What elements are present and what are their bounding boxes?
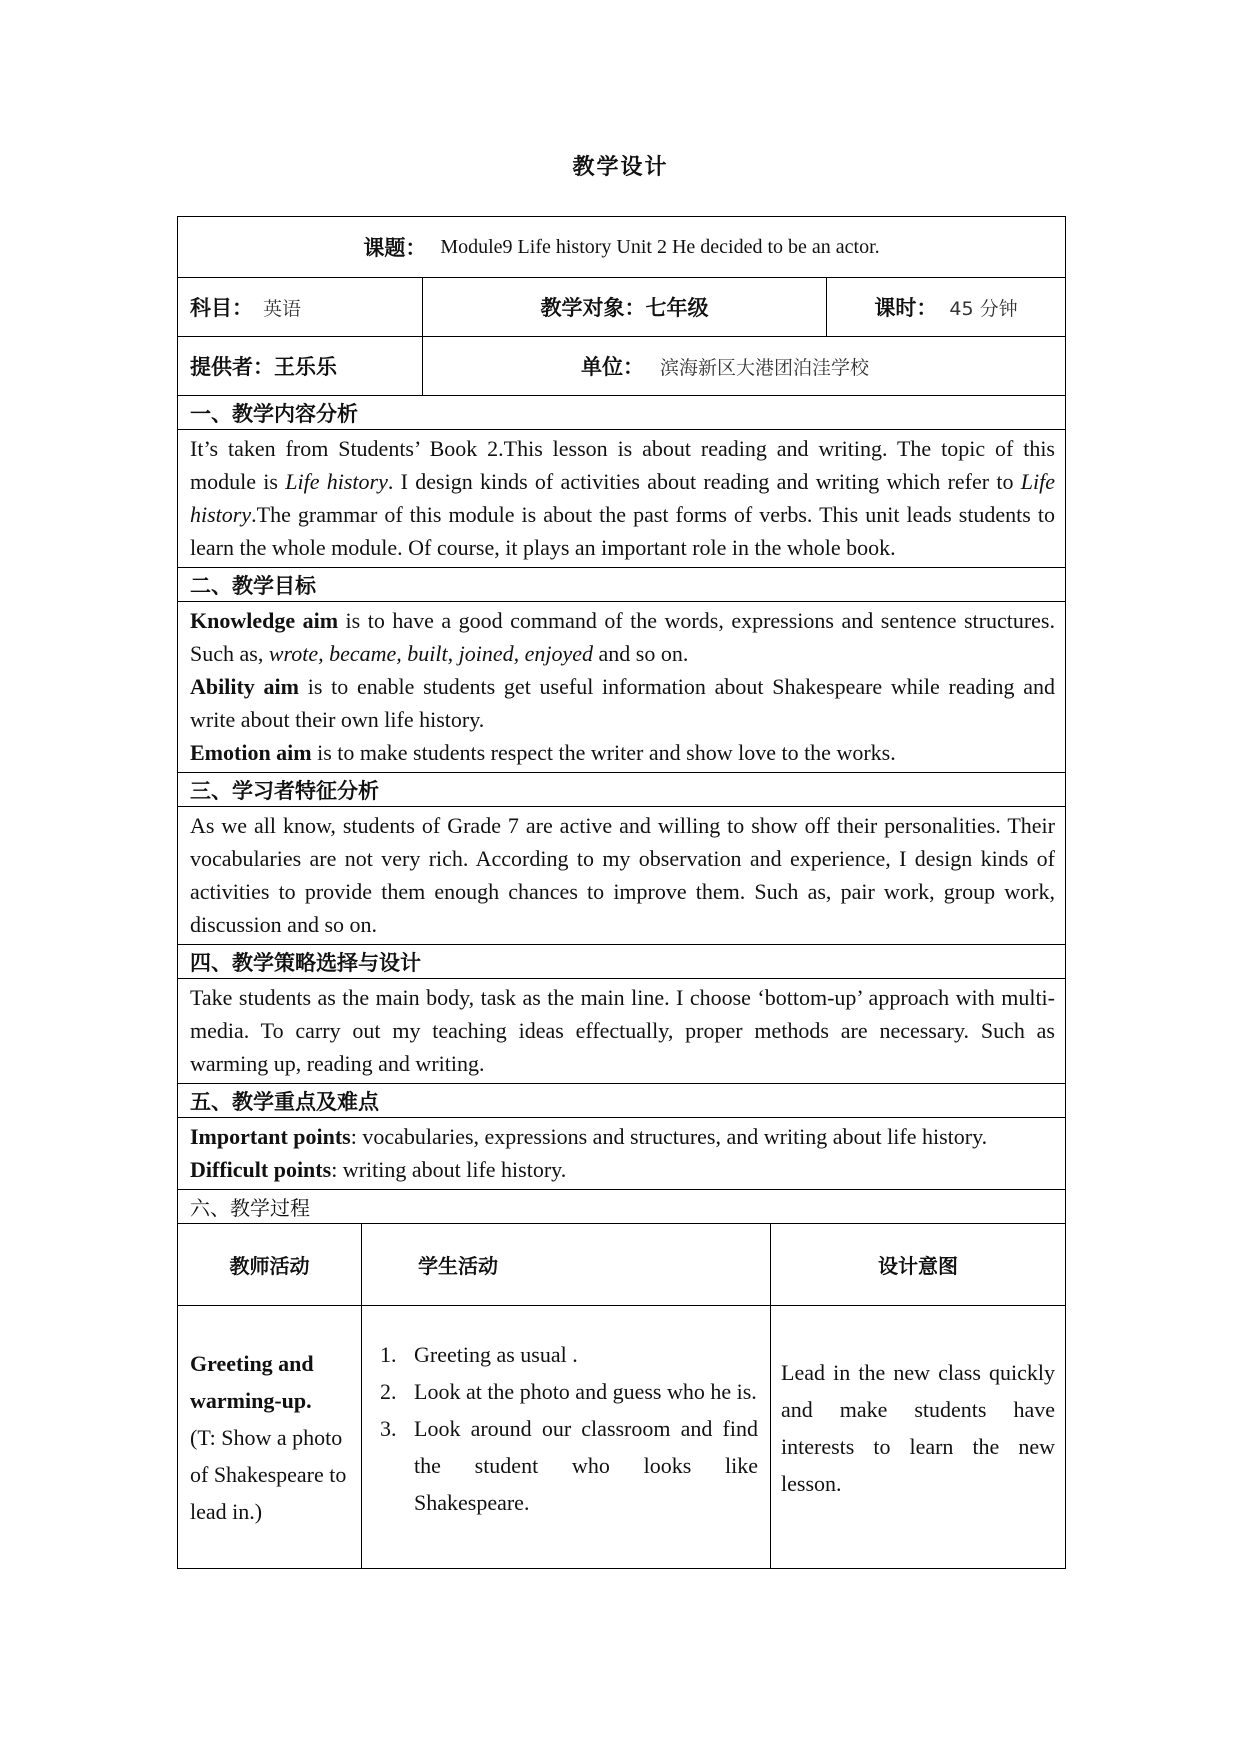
- col-student-header: 学生活动: [418, 1254, 498, 1278]
- knowledge-aim-examples: wrote, became, built, joined, enjoyed: [268, 641, 594, 666]
- process-row: [178, 1306, 1065, 1568]
- knowledge-aim-text: is to have a good command of the words, expressions and sentence structures. Such as,: [190, 608, 1055, 666]
- content-italic-2: Life history: [190, 469, 1055, 527]
- section-heading: [178, 396, 1065, 430]
- section-heading: [178, 945, 1065, 979]
- ability-aim-label: Ability aim: [190, 674, 299, 699]
- important-points: [190, 1120, 987, 1153]
- strategy-text: Take students as the main body, task as the main line. I choose ‘bottom-up’ approach with multi-media. To carry out my teaching ideas effectually, proper methods are necessary. Such as warming up, reading and writing.: [190, 985, 1055, 1076]
- student-activity-cell: [362, 1306, 771, 1568]
- teacher-activity-cell: [178, 1306, 362, 1568]
- provider-value: 王乐乐: [274, 355, 337, 379]
- info-row-1: [178, 278, 1065, 337]
- topic-label: 课题：: [363, 236, 427, 260]
- section-heading: [178, 568, 1065, 602]
- topic-row: [178, 217, 1065, 278]
- info-row-2: [178, 337, 1065, 396]
- subject-value: 英语: [263, 297, 302, 320]
- strategy-body: [178, 979, 1065, 1084]
- target-cell: [423, 278, 827, 336]
- difficult-points-text: : writing about life history.: [331, 1157, 567, 1182]
- content-italic-1: Life history: [285, 469, 388, 494]
- target-label: 教学对象：: [540, 296, 646, 320]
- knowledge-aim-tail: and so on.: [593, 641, 689, 666]
- period-value: 45 分钟: [949, 297, 1018, 320]
- stage-note: (T: Show a photo of Shakespeare to lead in.): [190, 1424, 347, 1524]
- section-heading: [178, 1084, 1065, 1118]
- process-heading: 六、教学过程: [190, 1196, 310, 1220]
- section-heading: [178, 1190, 1065, 1224]
- important-points-text: : vocabularies, expressions and structures, and writing about life history.: [350, 1124, 988, 1149]
- knowledge-aim-label: Knowledge aim: [190, 608, 339, 633]
- unit-label: 单位：: [581, 355, 644, 379]
- key-points-heading: 五、教学重点及难点: [190, 1089, 379, 1114]
- content-analysis-heading: 一、教学内容分析: [190, 401, 358, 426]
- emotion-aim: [190, 736, 1055, 769]
- key-points-body: [178, 1118, 1065, 1190]
- difficult-points: [190, 1153, 987, 1186]
- document-title: 教学设计: [572, 155, 669, 180]
- learners-body: [178, 807, 1065, 945]
- strategy-heading: 四、教学策略选择与设计: [190, 950, 421, 975]
- content-text-1: It’s taken from Students’ Book 2.This lesson is about reading and writing. The topic of this module is: [190, 436, 1055, 494]
- stage-title: Greeting and warming-up.: [190, 1350, 314, 1413]
- ability-aim: [190, 670, 1055, 736]
- unit-value: 滨海新区大港团泊洼学校: [660, 356, 870, 379]
- emotion-aim-label: Emotion aim: [190, 740, 312, 765]
- list-item: 3. Look around our classroom and find the student who looks like Shakespeare.: [380, 1415, 758, 1515]
- content-text-3: .The grammar of this module is about the past forms of verbs. This unit leads students to learn the whole module. Of course, it plays an important role in the whole book.: [190, 502, 1055, 560]
- provider-label: 提供者：: [190, 355, 274, 379]
- subject-cell: [178, 278, 423, 336]
- learners-text: As we all know, students of Grade 7 are active and willing to show off their personalities. Their vocabularies are not very rich. According to my observation and experience, I design kinds of activities to provide them enough chances to improve them. Such as, pair work, group work, discussion and so on.: [190, 813, 1055, 937]
- important-points-label: Important points: [190, 1124, 351, 1149]
- target-value: 七年级: [645, 296, 709, 320]
- period-cell: [827, 278, 1065, 336]
- list-item: 2. Look at the photo and guess who he is.: [380, 1378, 757, 1404]
- design-intent-cell: [771, 1306, 1065, 1568]
- knowledge-aim: [190, 604, 1055, 670]
- lesson-plan-table: [177, 216, 1066, 1569]
- provider-cell: [178, 337, 423, 395]
- objectives-heading: 二、教学目标: [190, 573, 316, 598]
- section-heading: [178, 773, 1065, 807]
- unit-cell: [423, 337, 1065, 395]
- process-header-row: [178, 1224, 1065, 1306]
- period-label: 课时：: [874, 296, 938, 320]
- subject-label: 科目：: [190, 296, 253, 320]
- objectives-body: [178, 602, 1065, 773]
- student-steps: [370, 1336, 758, 1521]
- topic-value: Module9 Life history Unit 2 He decided to be an actor.: [440, 235, 880, 258]
- list-item: 1. Greeting as usual .: [380, 1341, 578, 1367]
- difficult-points-label: Difficult points: [190, 1157, 332, 1182]
- ability-aim-text: is to enable students get useful information about Shakespeare while reading and write about their own life history.: [190, 674, 1055, 732]
- content-analysis-body: [178, 430, 1065, 568]
- col-intent-header: 设计意图: [878, 1254, 958, 1278]
- content-text-2: . I design kinds of activities about reading and writing which refer to: [387, 469, 1021, 494]
- emotion-aim-text: is to make students respect the writer and show love to the works.: [311, 740, 896, 765]
- col-teacher-header: 教师活动: [229, 1254, 310, 1278]
- design-intent-text: Lead in the new class quickly and make students have interests to learn the new lesson.: [781, 1360, 1055, 1496]
- learners-heading: 三、学习者特征分析: [190, 778, 379, 803]
